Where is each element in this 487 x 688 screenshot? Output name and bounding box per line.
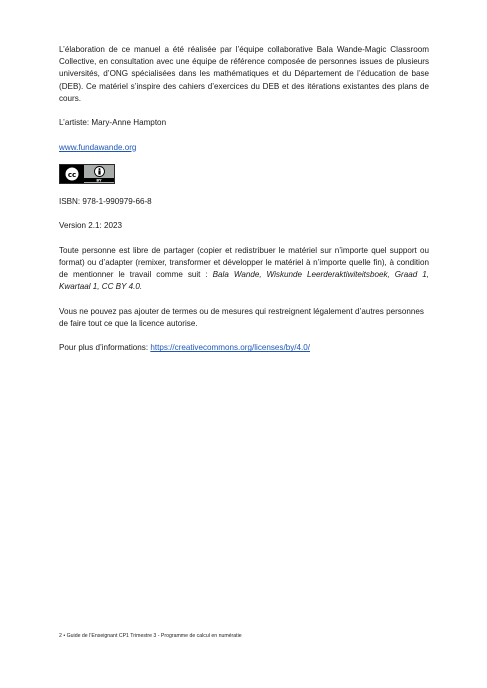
license-text: Toute personne est libre de partager (copier et redistribuer le matériel sur n’importe quel support ou format) ou d’adapter (remixer, transformer et développer le matériel à n’importe quelle fin), à condition de mentionner le travail comme suit : [59, 245, 429, 280]
artist-credit: L’artiste: Mary-Anne Hampton [59, 118, 167, 128]
isbn-line: ISBN: 978-1-990979-66-8 [59, 196, 152, 206]
page-content [59, 44, 429, 355]
cc-logo-icon [64, 166, 80, 182]
license-url-link[interactable]: https://creativecommons.org/licenses/by/4.0/ [150, 343, 311, 353]
version-line: Version 2.1: 2023 [59, 221, 122, 231]
by-strip [84, 178, 114, 182]
footer-title: Guide de l’Enseignant CP1 Trimestre 3 - Programme de calcul en numératie [66, 633, 242, 639]
website-line [59, 142, 429, 154]
footer-separator: • [63, 633, 66, 639]
svg-text:cc: cc [67, 170, 77, 179]
by-label-graphic [84, 178, 114, 182]
page-number: 2 [59, 633, 62, 639]
more-info-line [59, 342, 429, 354]
website-link[interactable]: www.fundawande.org [59, 142, 137, 152]
cc-by-license-badge[interactable] [59, 164, 115, 184]
page-footer [59, 633, 242, 639]
intro-paragraph: L’élaboration de ce manuel a été réalisée par l’équipe collaborative Bala Wande-Magic Classroom Collective, en consultation avec une équipe de référence composée de personnes issues de plusieurs universités, d’ONG spécialisées dans les mathématiques et du Département de l’éducation de base (DEB). Ce matériel s’inspire des cahiers d’exercices du DEB et des itérations existantes des plans de cours. [59, 45, 429, 103]
attribution-person-icon [94, 166, 105, 177]
cc-icon [60, 165, 84, 183]
restriction-paragraph: Vous ne pouvez pas ajouter de termes ou de mesures qui restreignent légalement d’autres personnes de faire tout ce que la licence autorise. [59, 306, 424, 328]
more-info-label: Pour plus d’informations: [59, 343, 151, 353]
by-label: BY [96, 178, 102, 182]
attribution-section [84, 165, 114, 183]
license-citation: Bala Wande, Wiskunde Leerderaktiwiteitsboek, Graad 1, Kwartaal 1, CC BY 4.0. [59, 270, 429, 292]
license-paragraph [59, 245, 429, 294]
